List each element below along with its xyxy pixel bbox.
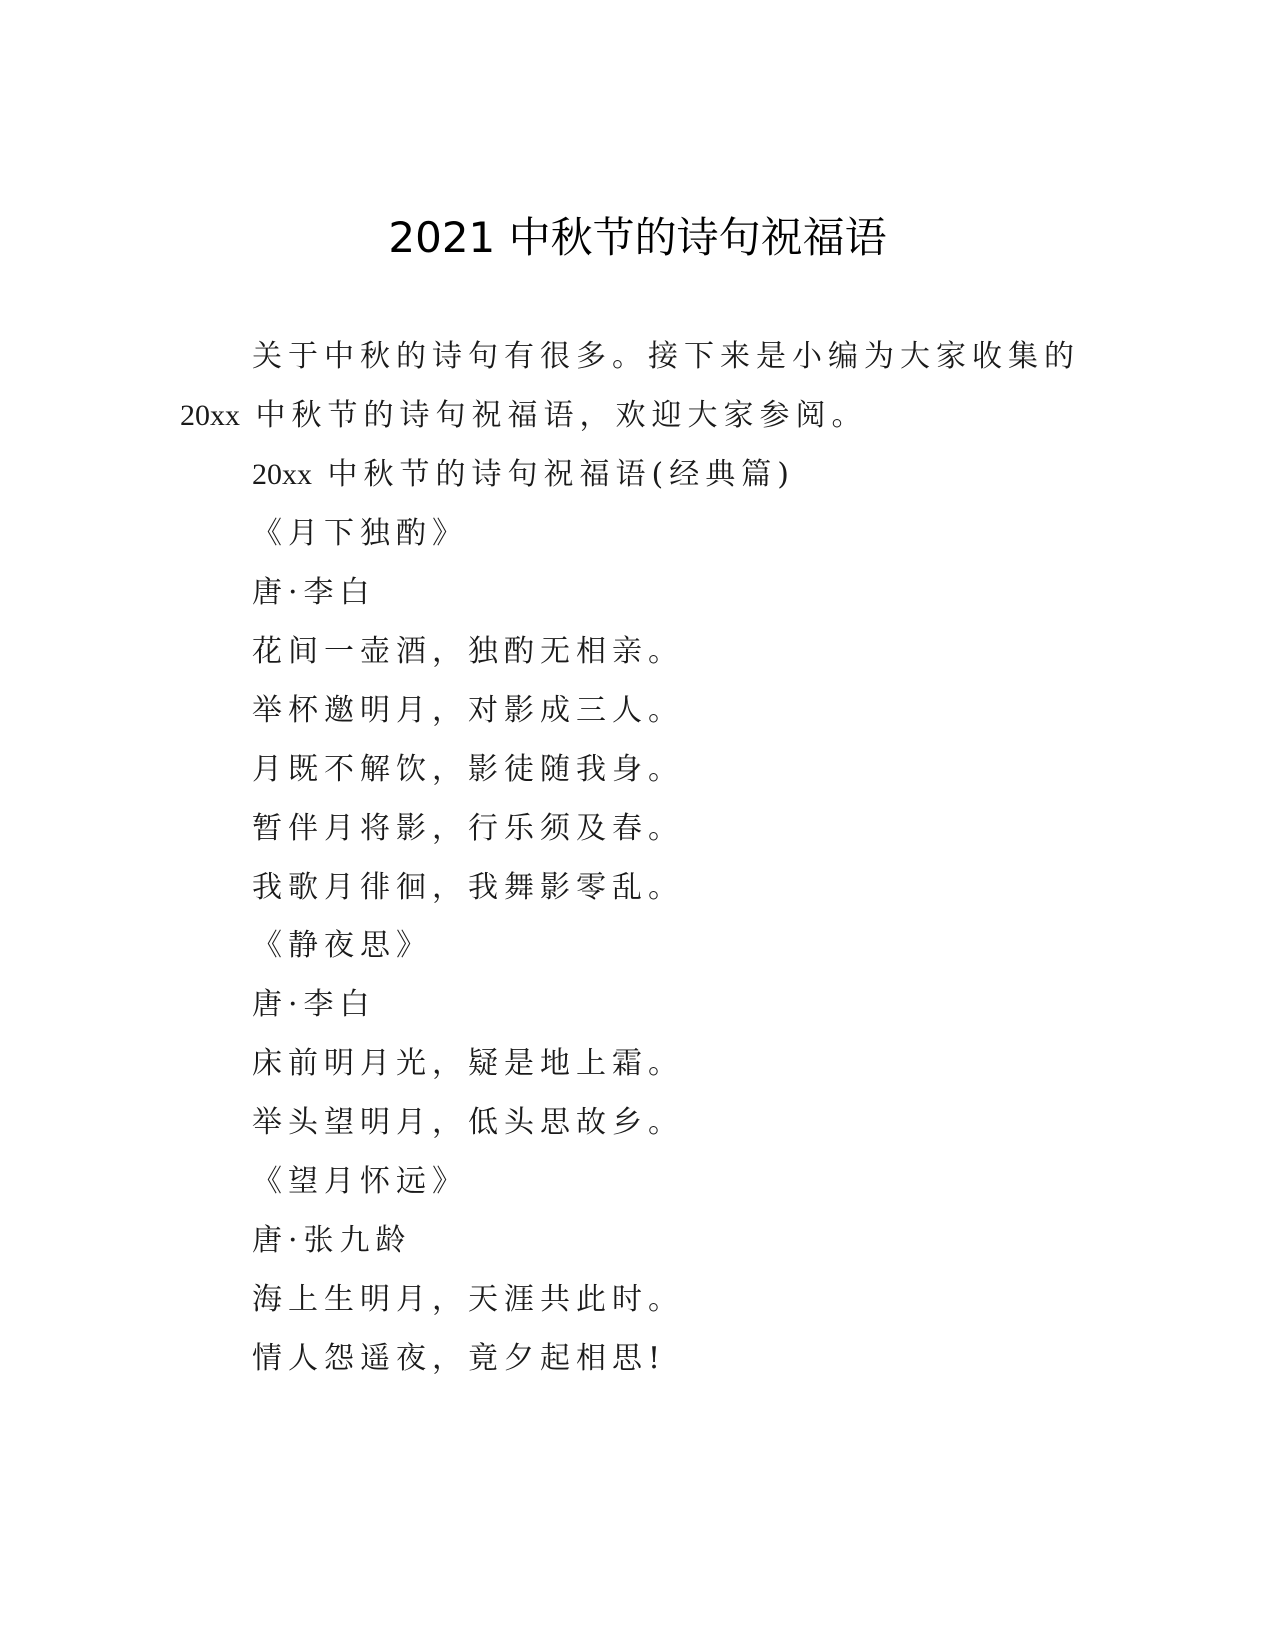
intro-year: 20xx	[180, 399, 240, 432]
poem-line: 举头望明月，低头思故乡。	[252, 1105, 684, 1140]
poem-author: 唐·李白	[252, 987, 376, 1022]
poem-author: 唐·李白	[252, 575, 376, 610]
document-title: 2021 中秋节的诗句祝福语	[388, 213, 887, 262]
poem-line: 海上生明月，天涯共此时。	[252, 1282, 684, 1317]
poem-line: 月既不解饮，影徒随我身。	[252, 752, 684, 787]
section-heading-text: 中秋节的诗句祝福语	[327, 457, 652, 492]
intro-line-1: 关于中秋的诗句有很多。接下来是小编为大家收集的	[252, 339, 1080, 374]
poem-line: 床前明月光，疑是地上霜。	[252, 1046, 684, 1081]
section-heading-suffix: (经典篇)	[651, 457, 795, 492]
poem-line: 花间一壶酒，独酌无相亲。	[252, 634, 684, 669]
poem-line: 情人怨遥夜，竟夕起相思!	[252, 1341, 667, 1376]
section-heading	[252, 455, 795, 495]
poem-line: 我歌月徘徊，我舞影零乱。	[252, 870, 684, 905]
poem-title: 《静夜思》	[252, 928, 432, 963]
intro-line-2	[180, 396, 868, 436]
poem-line: 举杯邀明月，对影成三人。	[252, 693, 684, 728]
intro-line-2-text: 中秋节的诗句祝福语，欢迎大家参阅。	[255, 398, 868, 433]
poem-title: 《月下独酌》	[252, 516, 468, 551]
poem-title: 《望月怀远》	[252, 1164, 468, 1199]
poem-line: 暂伴月将影，行乐须及春。	[252, 811, 684, 846]
section-heading-year: 20xx	[252, 458, 312, 491]
poem-author: 唐·张九龄	[252, 1223, 412, 1258]
